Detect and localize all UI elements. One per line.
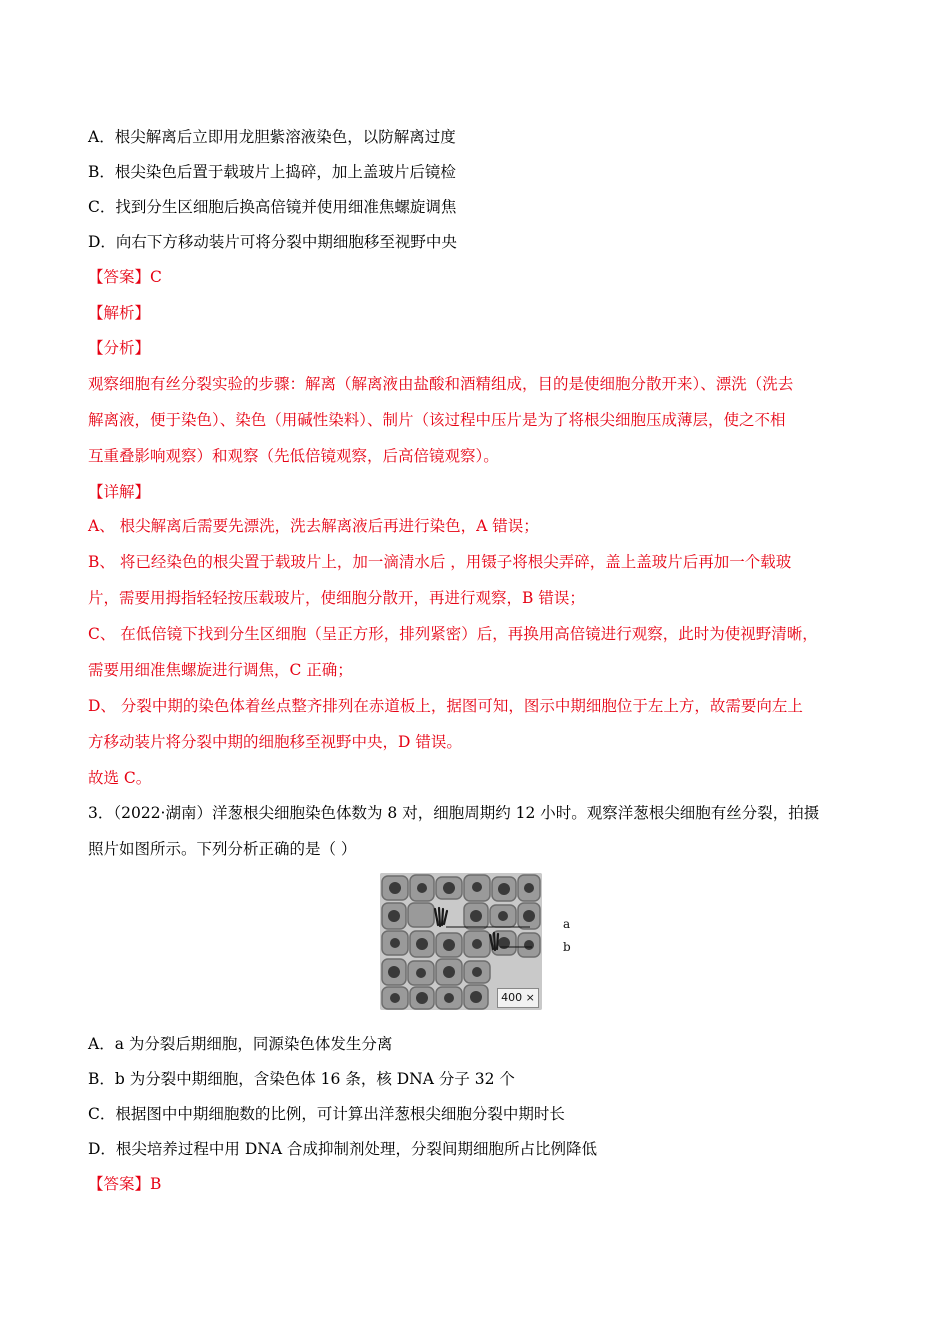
- jiexi-heading: 【解析】: [88, 304, 151, 322]
- analysis-line: 互重叠影响观察）和观察（先低倍镜观察，后高倍镜观察）。: [88, 447, 499, 465]
- xiangjie-heading: 【详解】: [88, 483, 151, 501]
- detail-line: D、 分裂中期的染色体着丝点整齐排列在赤道板上，据图可知，图示中期细胞位于左上方，故需要向左上: [88, 697, 803, 715]
- detail-line: 片，需要用拇指轻轻按压载玻片，使细胞分散开，再进行观察，B 错误；: [88, 589, 585, 607]
- detail-line: A、 根尖解离后需要先漂洗，洗去解离液后再进行染色，A 错误；: [88, 517, 539, 535]
- detail-line: 方移动装片将分裂中期的细胞移至视野中央，D 错误。: [88, 733, 462, 751]
- q3-stem-line: 3．（2022·湖南）洋葱根尖细胞染色体数为 8 对，细胞周期约 12 小时。观察洋葱根尖细胞有丝分裂，拍摄: [88, 804, 820, 822]
- q3-option-d: D．根尖培养过程中用 DNA 合成抑制剂处理，分裂间期细胞所占比例降低: [88, 1140, 597, 1158]
- answer-tag: 【答案】: [88, 1175, 151, 1193]
- answer-tag: 【答案】: [88, 268, 151, 286]
- q3-option-c: C．根据图中中期细胞数的比例，可计算出洋葱根尖细胞分裂中期时长: [88, 1105, 565, 1123]
- q2-option-a: A．根尖解离后立即用龙胆紫溶液染色，以防解离过度: [88, 128, 456, 146]
- detail-line: 需要用细准焦螺旋进行调焦，C 正确；: [88, 661, 353, 679]
- detail-line: C、 在低倍镜下找到分生区细胞（呈正方形，排列紧密）后，再换用高倍镜进行观察，此时为使视野清晰，: [88, 625, 818, 643]
- q2-option-b: B．根尖染色后置于载玻片上捣碎，加上盖玻片后镜检: [88, 163, 456, 181]
- q3-answer: [88, 1174, 880, 1194]
- detail-line: B、 将已经染色的根尖置于载玻片上，加一滴清水后 ，用镊子将根尖弄碎，盖上盖玻片后再加一个载玻: [88, 553, 792, 571]
- q3-option-a: A．a 为分裂后期细胞，同源染色体发生分离: [88, 1035, 393, 1053]
- magnification-label: 400 ×: [497, 988, 539, 1008]
- q2-option-c: C．找到分生区细胞后换高倍镜并使用细准焦螺旋调焦: [88, 198, 457, 216]
- q3-option-b: B．b 为分裂中期细胞，含染色体 16 条，核 DNA 分子 32 个: [88, 1070, 515, 1088]
- detail-line: 故选 C。: [88, 769, 152, 787]
- q3-stem-line: 照片如图所示。下列分析正确的是（ ）: [88, 840, 357, 858]
- answer-value: B: [150, 1175, 162, 1193]
- fenxi-heading: 【分析】: [88, 339, 151, 357]
- q2-answer: [88, 267, 880, 287]
- analysis-line: 解离液，便于染色）、染色（用碱性染料）、制片（该过程中压片是为了将根尖细胞压成薄层，使之不相: [88, 411, 786, 429]
- analysis-line: 观察细胞有丝分裂实验的步骤：解离（解离液由盐酸和酒精组成，目的是使细胞分散开来）、漂洗（洗去: [88, 375, 794, 393]
- q2-option-d: D．向右下方移动装片可将分裂中期细胞移至视野中央: [88, 233, 457, 251]
- figure-label-b: b: [563, 940, 571, 954]
- figure-label-a: a: [563, 917, 571, 931]
- answer-value: C: [150, 268, 162, 286]
